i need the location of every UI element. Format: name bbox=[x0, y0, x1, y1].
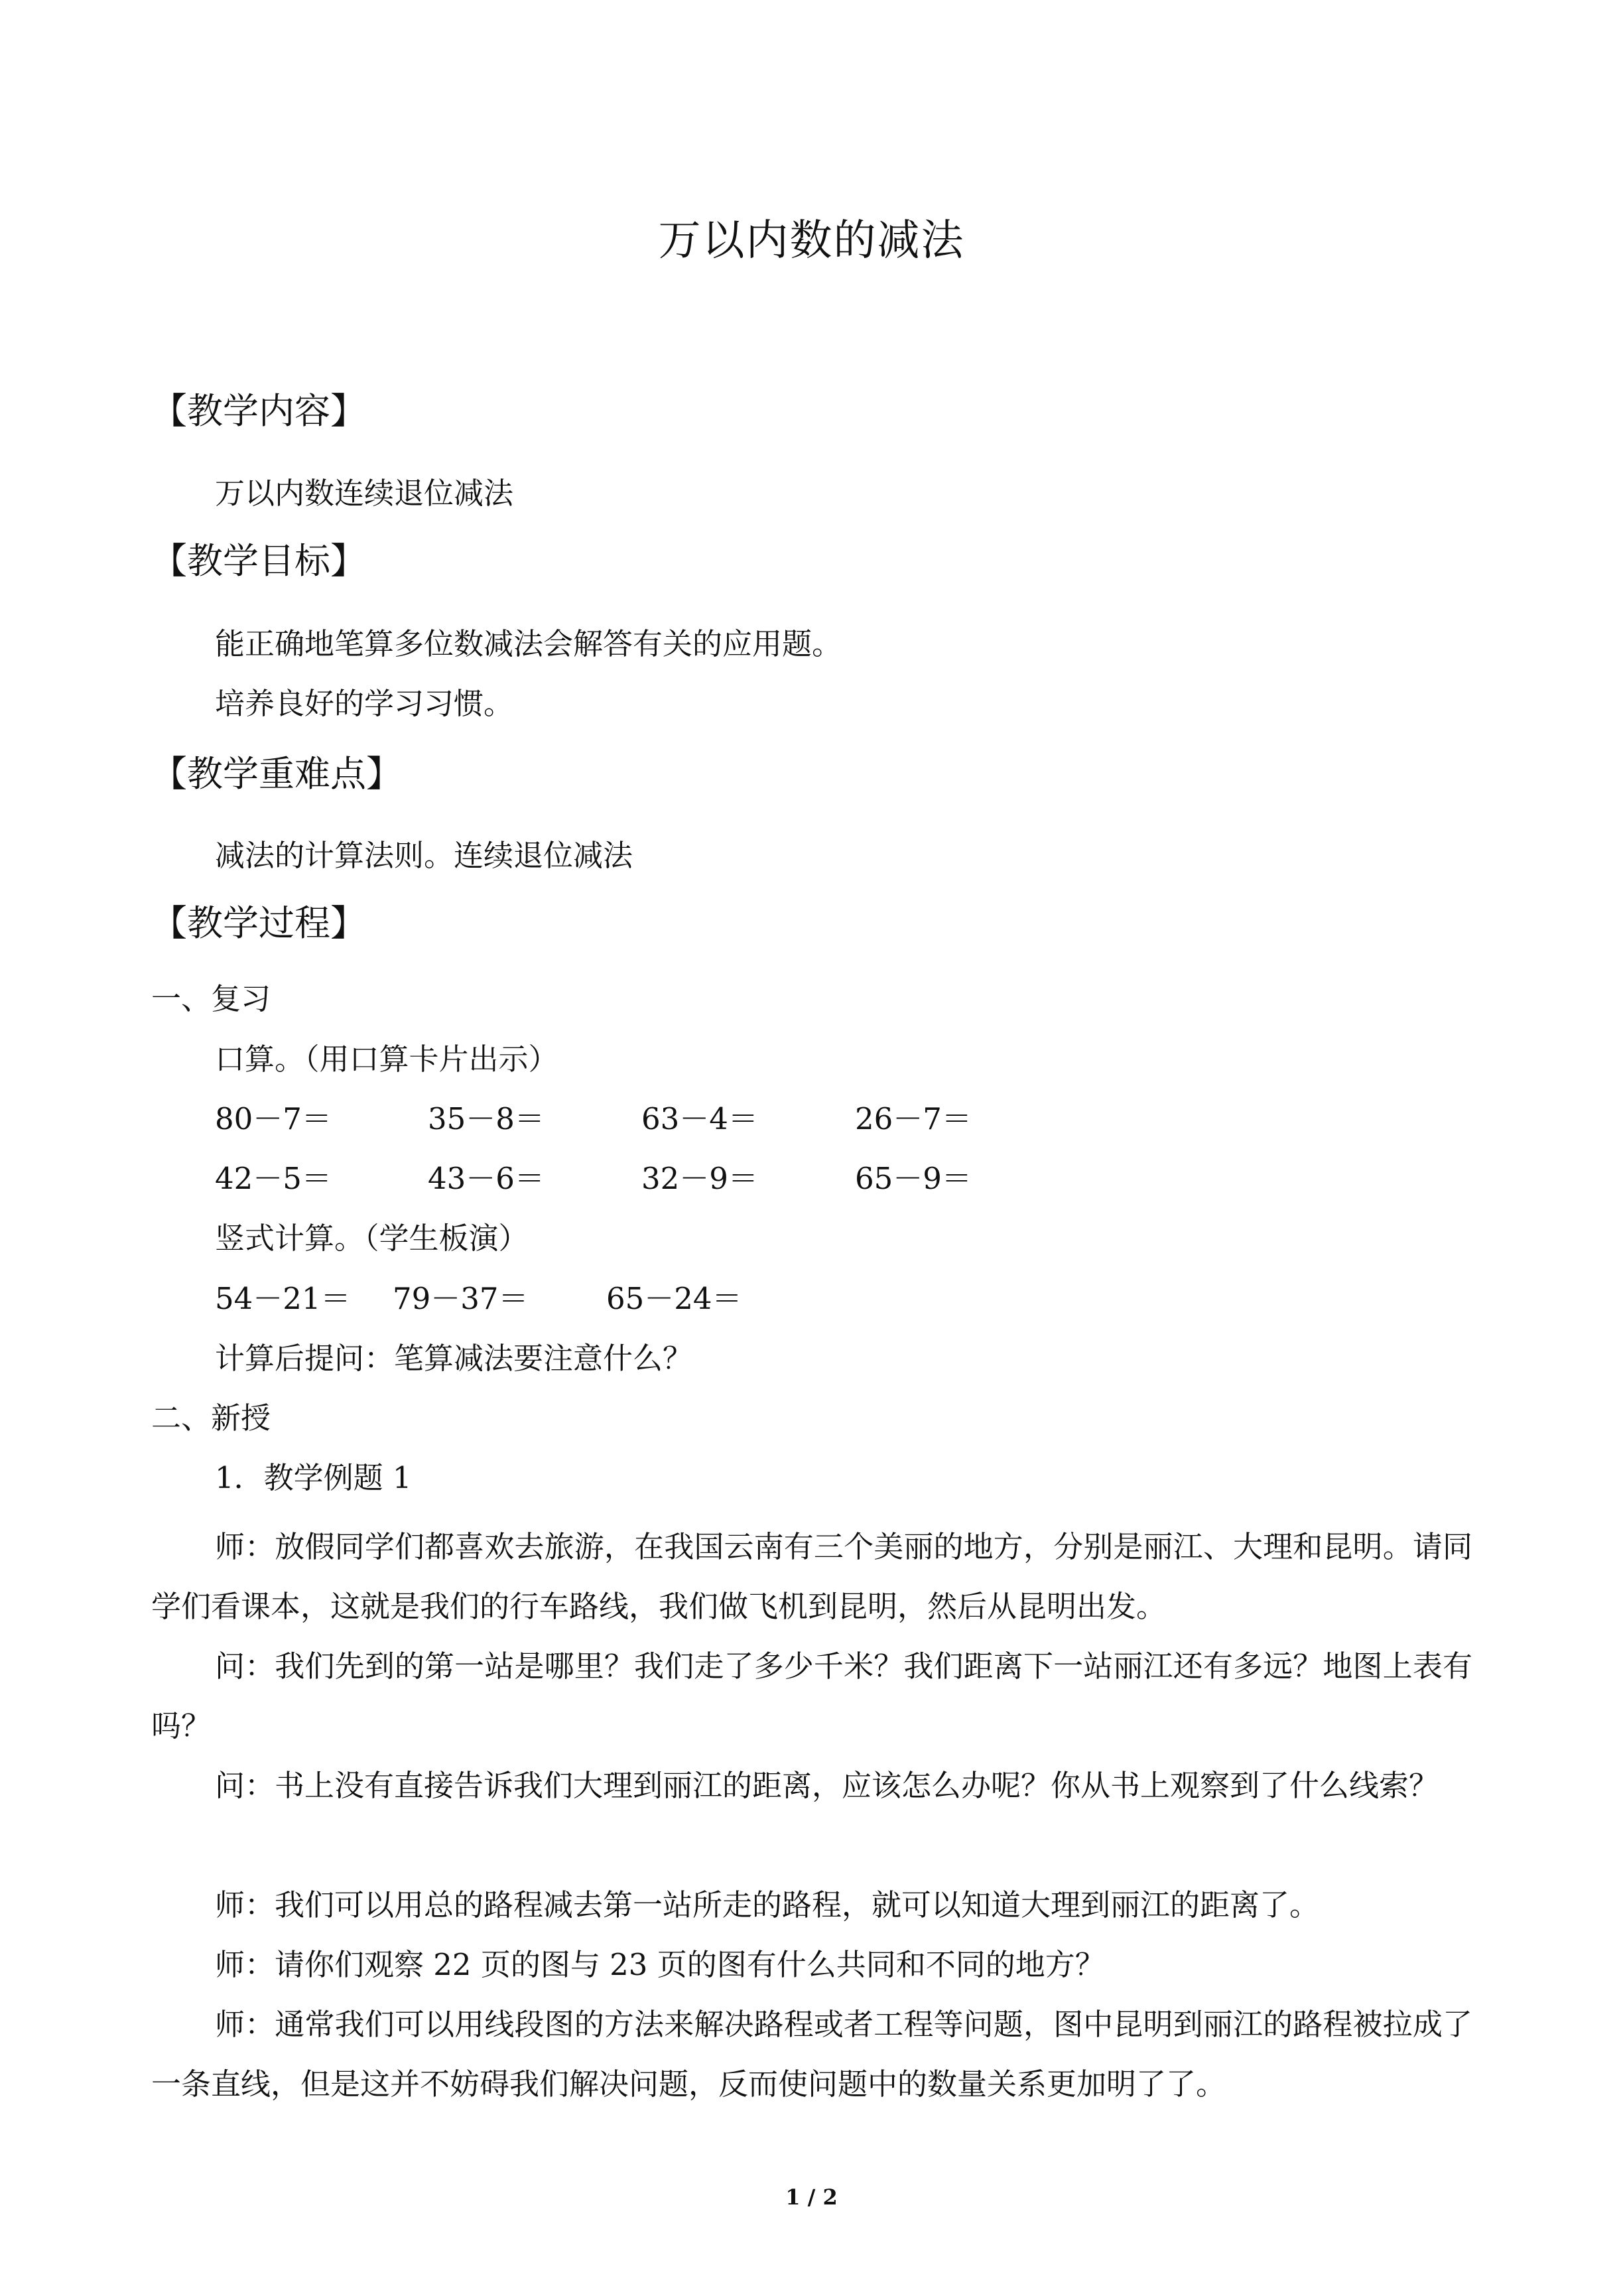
review-question: 计算后提问：笔算减法要注意什么？ bbox=[215, 1341, 693, 1376]
goal-line-1: 能正确地笔算多位数减法会解答有关的应用题。 bbox=[215, 626, 842, 661]
oral-item: 32－9＝ bbox=[641, 1161, 758, 1196]
paragraph-3b: 问：书上没有直接告诉我们大理到丽江的距离，应该怎么办呢？你从书上观察到了什么线索？ bbox=[215, 1768, 1439, 1803]
paragraph-6: 师：通常我们可以用线段图的方法来解决路程或者工程等问题，图中昆明到丽江的路程被拉成了一条直线，但是这并不妨碍我们解决问题，反而使问题中的数量关系更加明了了。 bbox=[151, 2007, 1472, 2102]
example-label: 1．教学例题 1 bbox=[215, 1460, 412, 1495]
oral-item: 35－8＝ bbox=[428, 1101, 545, 1136]
new-lesson-label: 二、新授 bbox=[151, 1400, 271, 1436]
oral-item: 63－4＝ bbox=[641, 1101, 758, 1136]
heading-goals: 【教学目标】 bbox=[151, 540, 366, 582]
page-number: 1 / 2 bbox=[785, 2185, 838, 2210]
oral-item: 65－9＝ bbox=[855, 1161, 972, 1196]
review-label: 一、复习 bbox=[151, 981, 271, 1016]
heading-content: 【教学内容】 bbox=[151, 390, 366, 432]
content-text: 万以内数连续退位减法 bbox=[215, 476, 514, 511]
oral-item: 26－7＝ bbox=[855, 1101, 972, 1136]
paragraph-5: 师：请你们观察 22 页的图与 23 页的图有什么共同和不同的地方？ bbox=[215, 1947, 1105, 1982]
paragraph-2: 问：我们先到的第一站是哪里？我们走了多少千米？我们距离下一站丽江还有多远？地图上表有吗？ bbox=[151, 1649, 1472, 1743]
paragraph-1: 师：放假同学们都喜欢去旅游，在我国云南有三个美丽的地方，分别是丽江、大理和昆明。请同学们看课本，这就是我们的行车路线，我们做飞机到昆明，然后从昆明出发。 bbox=[151, 1529, 1472, 1624]
document-title: 万以内数的减法 bbox=[658, 216, 965, 265]
vertical-item: 65－24＝ bbox=[606, 1281, 742, 1316]
vertical-item: 54－21＝ bbox=[215, 1281, 351, 1316]
vertical-intro: 竖式计算。（学生板演） bbox=[215, 1221, 529, 1256]
paragraph-4: 师：我们可以用总的路程减去第一站所走的路程，就可以知道大理到丽江的距离了。 bbox=[215, 1887, 1320, 1923]
oral-item: 42－5＝ bbox=[215, 1161, 332, 1196]
oral-intro: 口算。（用口算卡片出示） bbox=[215, 1042, 558, 1077]
heading-difficulties: 【教学重难点】 bbox=[151, 753, 402, 795]
oral-item: 43－6＝ bbox=[428, 1161, 545, 1196]
difficulties-text: 减法的计算法则。连续退位减法 bbox=[215, 838, 633, 873]
oral-item: 80－7＝ bbox=[215, 1101, 332, 1136]
vertical-item: 79－37＝ bbox=[393, 1281, 529, 1316]
goal-line-2: 培养良好的学习习惯。 bbox=[215, 686, 514, 721]
heading-process: 【教学过程】 bbox=[151, 902, 366, 944]
